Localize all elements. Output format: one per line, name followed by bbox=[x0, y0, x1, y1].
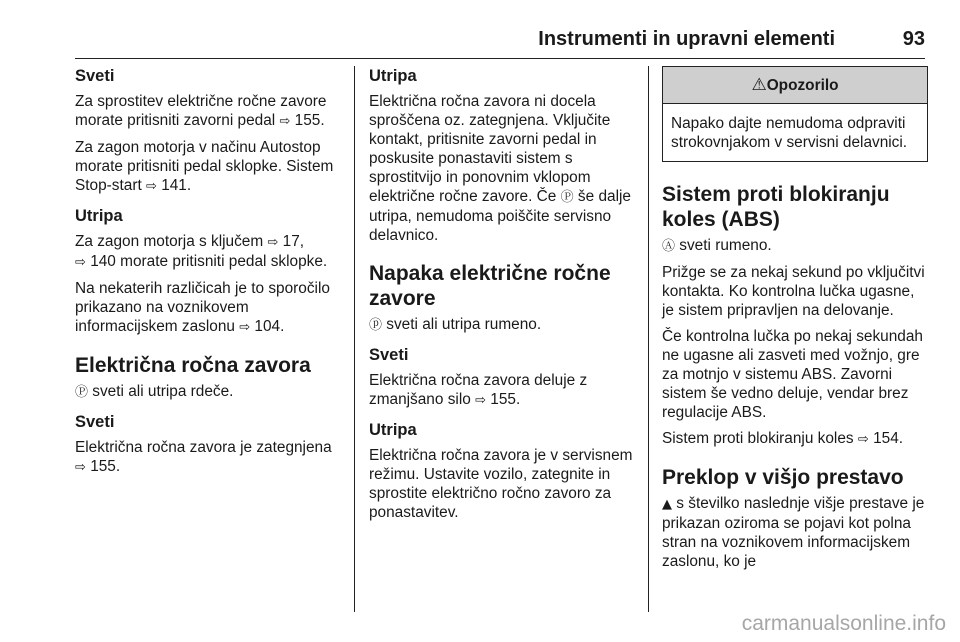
column-2 bbox=[369, 66, 637, 529]
ref-arrow-icon: ⇨ bbox=[75, 255, 86, 270]
column-1 bbox=[75, 66, 343, 484]
section-heading: Utripa bbox=[369, 67, 417, 85]
section-heading: Sveti bbox=[75, 67, 115, 85]
paragraph: ▲ s številko naslednje višje prestave je prikazan oziroma se pojavi kot polna stran na voznikovem informacijskem zaslonu, ko je bbox=[662, 495, 925, 570]
column-divider-1 bbox=[354, 66, 355, 612]
page-header bbox=[75, 24, 925, 59]
main-heading: Sistem proti blokiranju koles (ABS) bbox=[662, 183, 890, 231]
paragraph: Električna ročna zavora je zategnjena ⇨ 155. bbox=[75, 439, 332, 475]
warning-box bbox=[662, 66, 928, 162]
column-divider-2 bbox=[648, 66, 649, 612]
paragraph: Električna ročna zavora deluje z zmanjšano silo ⇨ 155. bbox=[369, 372, 588, 408]
warning-triangle-icon: ⚠ bbox=[751, 75, 767, 95]
paragraph: Ⓟ sveti ali utripa rdeče. bbox=[75, 383, 234, 400]
warning-title: Opozorilo bbox=[766, 77, 839, 94]
ref-arrow-icon: ⇨ bbox=[857, 432, 869, 447]
brake-fault-icon: ⓟ bbox=[369, 318, 383, 333]
paragraph: Sistem proti blokiranju koles ⇨ 154. bbox=[662, 430, 904, 447]
abs-icon: Ⓐ bbox=[662, 239, 676, 254]
warning-header bbox=[663, 67, 927, 104]
column-3 bbox=[662, 66, 928, 578]
main-heading: Napaka električne ročne zavore bbox=[369, 262, 611, 310]
warning-text: Napako dajte nemudoma odpraviti strokovnjakom v servisni delavnici. bbox=[671, 115, 908, 151]
paragraph: Za zagon motorja s ključem ⇨ 17, ⇨ 140 morate pritisniti pedal sklopke. bbox=[75, 233, 328, 270]
main-heading: Električna ročna zavora bbox=[75, 354, 311, 377]
ref-arrow-icon: ⇨ bbox=[146, 179, 157, 194]
paragraph: ⓟ sveti ali utripa rumeno. bbox=[369, 316, 542, 333]
chapter-title: Instrumenti in upravni elementi bbox=[538, 28, 835, 50]
paragraph: Električna ročna zavora ni docela sproščena oz. zategnjena. Vključite kontakt, pritisnite zavorni pedal in poskusite ponastaviti sistem s sprostitvijo in ponovnim vklopom električne ročne zavore. Če Ⓟ še dalje utripa, nemudoma poiščite servisno delavnico. bbox=[369, 93, 631, 244]
paragraph: Ⓐ sveti rumeno. bbox=[662, 237, 772, 254]
ref-arrow-icon: ⇨ bbox=[475, 393, 486, 408]
paragraph: Na nekaterih različicah je to sporočilo prikazano na voznikovem informacijskem zaslonu ⇨ 104. bbox=[75, 280, 330, 335]
section-heading: Utripa bbox=[369, 421, 417, 439]
paragraph: Če kontrolna lučka po nekaj sekundah ne ugasne ali zasveti med vožnjo, gre za motnjo v sistemu ABS. Zavorni sistem še vedno deluje, vendar brez regulacije ABS. bbox=[662, 328, 923, 421]
main-heading: Preklop v višjo prestavo bbox=[662, 466, 904, 489]
upshift-arrow-icon: ▲ bbox=[662, 497, 672, 512]
parking-brake-icon: Ⓟ bbox=[75, 385, 89, 400]
page-number: 93 bbox=[902, 28, 925, 50]
paragraph: Za zagon motorja v načinu Autostop morate pritisniti pedal sklopke. Sistem Stop-start ⇨ 141. bbox=[75, 139, 334, 194]
paragraph: Za sprostitev električne ročne zavore morate pritisniti zavorni pedal ⇨ 155. bbox=[75, 93, 327, 129]
ref-arrow-icon: ⇨ bbox=[279, 114, 291, 129]
ref-arrow-icon: ⇨ bbox=[239, 320, 251, 335]
paragraph: Električna ročna zavora je v servisnem režimu. Ustavite vozilo, zategnite in sprostite električno ročno zavoro za ponastavitev. bbox=[369, 447, 633, 521]
parking-brake-icon: Ⓟ bbox=[560, 190, 574, 205]
paragraph: Prižge se za nekaj sekund po vključitvi kontakta. Ko kontrolna lučka ugasne, je sistem pripravljen na delovanje. bbox=[662, 264, 925, 319]
ref-arrow-icon: ⇨ bbox=[75, 460, 86, 475]
ref-arrow-icon: ⇨ bbox=[267, 235, 279, 250]
section-heading: Sveti bbox=[369, 346, 409, 364]
section-heading: Sveti bbox=[75, 413, 115, 431]
watermark: carmanualsonline.info bbox=[741, 612, 946, 635]
section-heading: Utripa bbox=[75, 207, 123, 225]
